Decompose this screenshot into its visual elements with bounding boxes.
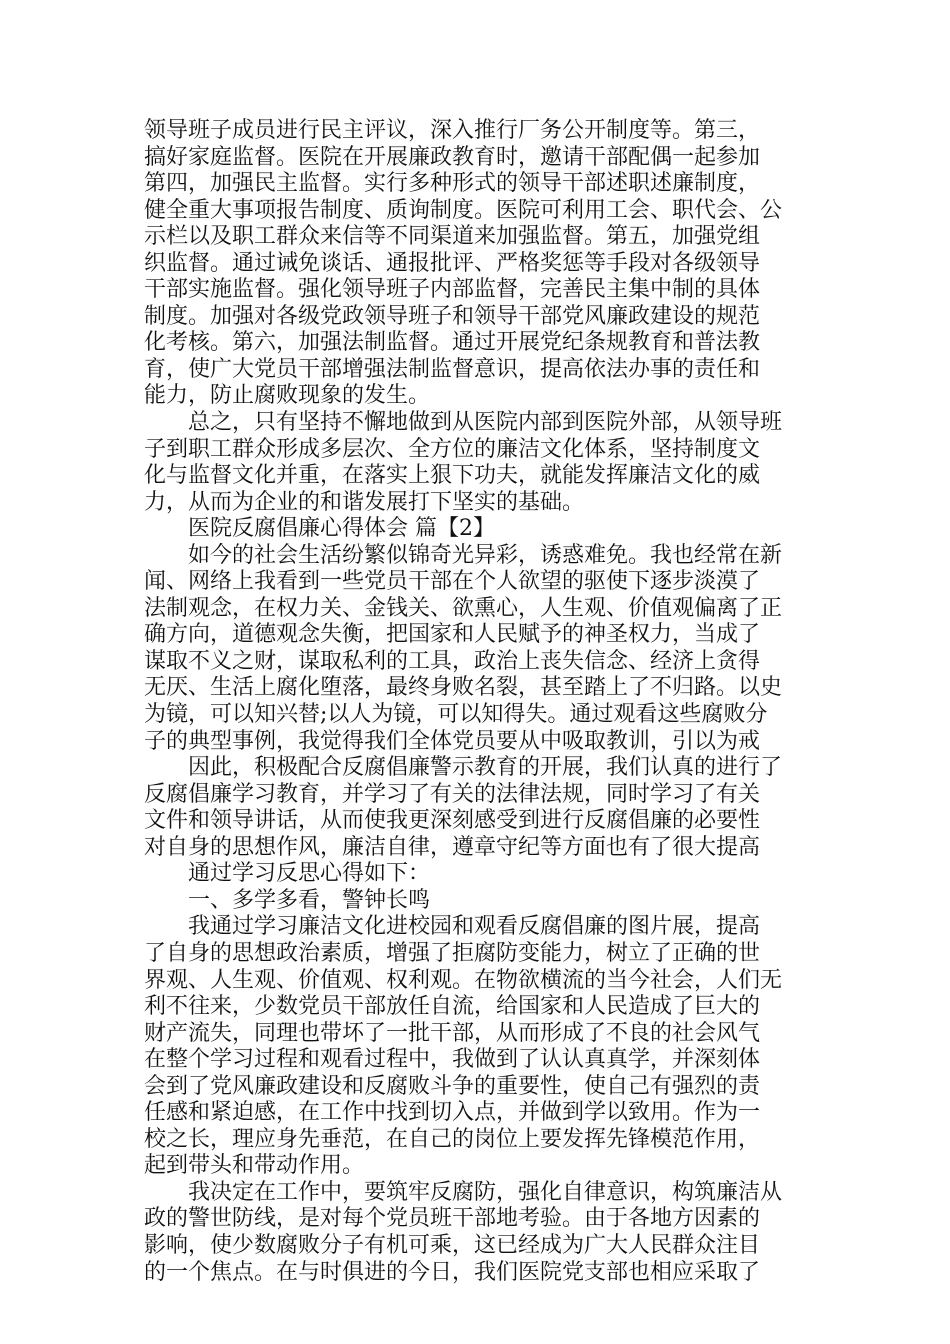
text-line: 为镜，可以知兴替;以人为镜，可以知得失。通过观看这些腐败分: [144, 702, 768, 728]
text-line: 子到职工群众形成多层次、全方位的廉洁文化体系，坚持制度文: [144, 436, 761, 462]
text-line: 影响，使少数腐败分子有机可乘，这已经成为广大人民群众注目: [144, 1232, 761, 1258]
text-line: 化与监督文化并重，在落实上狠下功夫，就能发挥廉洁文化的威: [144, 463, 761, 489]
text-line: 力，从而为企业的和谐发展打下坚实的基础。: [144, 489, 585, 515]
text-line: 谋取不义之财，谋取私利的工具，政治上丧失信念、经济上贪得: [144, 648, 761, 674]
text-line: 界观、人生观、价值观、权利观。在物欲横流的当今社会，人们无: [144, 967, 783, 993]
text-line: 政的警世防线，是对每个党员班干部地考验。由于各地方因素的: [144, 1206, 761, 1232]
text-line: 确方向，道德观念失衡，把国家和人民赋予的神圣权力，当成了: [144, 622, 761, 648]
text-line: 示栏以及职工群众来信等不同渠道来加强监督。第五，加强党组: [144, 224, 761, 250]
text-line: 总之，只有坚持不懈地做到从医院内部到医院外部，从领导班: [144, 410, 783, 436]
text-line: 反腐倡廉学习教育，并学习了有关的法律法规，同时学习了有关: [144, 781, 761, 807]
text-line: 无厌、生活上腐化堕落，最终身败名裂，甚至踏上了不归路。以史: [144, 675, 783, 701]
text-line: 医院反腐倡廉心得体会 篇【2】: [144, 516, 495, 542]
text-line: 起到带头和带动作用。: [144, 1153, 365, 1179]
text-line: 法制观念，在权力关、金钱关、欲熏心，人生观、价值观偏离了正: [144, 595, 783, 621]
text-line: 织监督。通过诫免谈话、通报批评、严格奖惩等手段对各级领导: [144, 250, 761, 276]
text-line: 领导班子成员进行民主评议，深入推行厂务公开制度等。第三，: [144, 118, 761, 143]
document-body: [144, 118, 809, 1286]
text-line: 搞好家庭监督。医院在开展廉政教育时，邀请干部配偶一起参加: [144, 144, 761, 170]
text-line: 的一个焦点。在与时俱进的今日，我们医院党支部也相应采取了: [144, 1259, 761, 1285]
text-line: 育，使广大党员干部增强法制监督意识，提高依法办事的责任和: [144, 356, 761, 382]
text-line: 制度。加强对各级党政领导班子和领导干部党风廉政建设的规范: [144, 303, 761, 329]
text-line: 在整个学习过程和观看过程中，我做到了认认真真学，并深刻体: [144, 1047, 761, 1073]
text-line: 任感和紧迫感，在工作中找到切入点，并做到学以致用。作为一: [144, 1100, 761, 1126]
text-line: 第四，加强民主监督。实行多种形式的领导干部述职述廉制度，: [144, 171, 761, 197]
text-line: 利不往来，少数党员干部放任自流，给国家和人民造成了巨大的: [144, 994, 761, 1020]
text-line: 子的典型事例，我觉得我们全体党员要从中吸取教训，引以为戒: [144, 728, 761, 754]
text-line: 对自身的思想作风，廉洁自律，遵章守纪等方面也有了很大提高: [144, 834, 761, 860]
text-line: 健全重大事项报告制度、质询制度。医院可利用工会、职代会、公: [144, 197, 783, 223]
text-line: 因此，积极配合反腐倡廉警示教育的开展，我们认真的进行了: [144, 755, 783, 781]
text-line: 化考核。第六，加强法制监督。通过开展党纪条规教育和普法教: [144, 330, 761, 356]
text-line: 了自身的思想政治素质，增强了拒腐防变能力，树立了正确的世: [144, 940, 761, 966]
text-line: 闻、网络上我看到一些党员干部在个人欲望的驱使下逐步淡漠了: [144, 569, 761, 595]
text-line: 校之长，理应身先垂范，在自己的岗位上要发挥先锋模范作用，: [144, 1126, 761, 1152]
text-line: 文件和领导讲话，从而使我更深刻感受到进行反腐倡廉的必要性: [144, 808, 761, 834]
text-line: 如今的社会生活纷繁似锦奇光异彩，诱惑难免。我也经常在新: [144, 542, 783, 568]
text-line: 财产流失，同理也带坏了一批干部，从而形成了不良的社会风气: [144, 1020, 761, 1046]
text-line: 通过学习反思心得如下：: [144, 861, 431, 887]
text-line: 一、多学多看，警钟长鸣: [144, 887, 431, 913]
text-line: 会到了党风廉政建设和反腐败斗争的重要性，使自己有强烈的责: [144, 1073, 761, 1099]
text-line: 干部实施监督。强化领导班子内部监督，完善民主集中制的具体: [144, 277, 761, 303]
text-line: 能力，防止腐败现象的发生。: [144, 383, 431, 409]
text-line: 我决定在工作中，要筑牢反腐防，强化自律意识，构筑廉洁从: [144, 1179, 783, 1205]
text-line: 我通过学习廉洁文化进校园和观看反腐倡廉的图片展，提高: [144, 914, 761, 940]
